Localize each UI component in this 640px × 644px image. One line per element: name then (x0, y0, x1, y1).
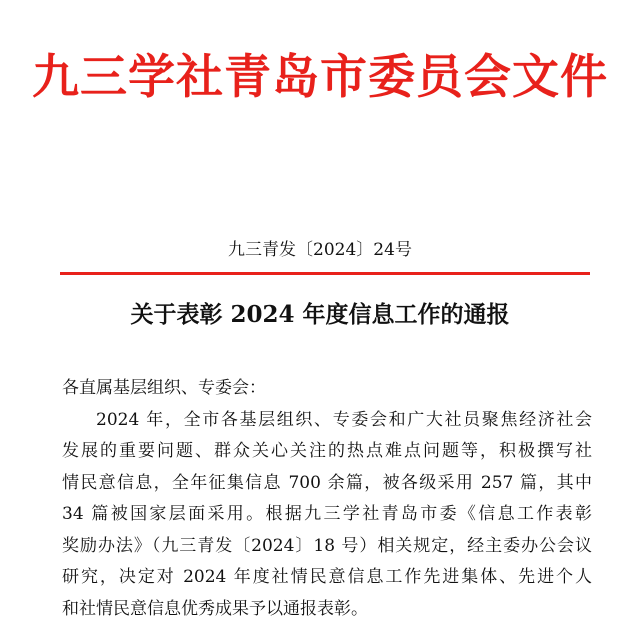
body-line-7: 和社情民意信息优秀成果予以通报表彰。 (62, 598, 368, 619)
notice-title: 关于表彰 2024 年度信息工作的通报 (130, 301, 510, 328)
body-line-2: 发展的重要问题、群众关心关注的热点难点问题等，积极撰写社 (62, 441, 592, 461)
body-line-6: 研究，决定对 2024 年度社情民意信息工作先进集体、先进个人 (62, 567, 592, 587)
document-body (62, 373, 592, 625)
org-header-title: 九三学社青岛市委员会文件 (32, 50, 608, 105)
body-line-3: 情民意信息，全年征集信息 700 余篇，被各级采用 257 篇，其中 (62, 472, 592, 493)
salutation: 各直属基层组织、专委会： (62, 378, 266, 398)
body-line-5: 奖励办法》（九三青发〔2024〕18 号）相关规定，经主委办公会议 (62, 535, 592, 556)
red-divider-line (60, 272, 590, 275)
body-line-1: 2024 年，全市各基层组织、专委会和广大社员聚焦经济社会 (96, 409, 592, 430)
body-line-4: 34 篇被国家层面采用。根据九三学社青岛市委《信息工作表彰 (62, 504, 592, 524)
document-number: 九三青发〔2024〕24号 (228, 240, 412, 260)
